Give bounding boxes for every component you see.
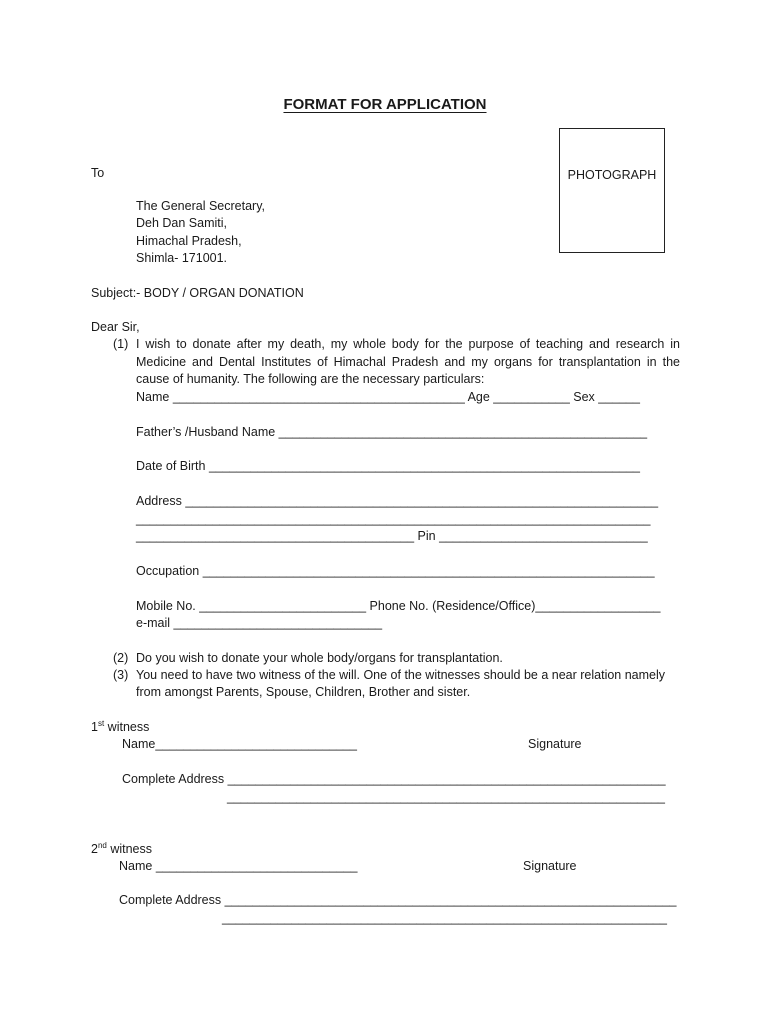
form-title bbox=[0, 96, 770, 114]
item-2-number: (2) bbox=[113, 651, 129, 665]
item-3-line: from amongst Parents, Spouse, Children, Brother and sister. bbox=[136, 685, 471, 699]
salutation: Dear Sir, bbox=[91, 320, 140, 334]
witness-1-name-field[interactable]: Name_____________________________ bbox=[122, 737, 357, 751]
name-age-sex-field[interactable]: Name __________________________________________ Age ___________ Sex ______ bbox=[136, 390, 640, 404]
address-field[interactable]: Address ____________________________________________________________________ bbox=[136, 494, 659, 508]
subject-line: Subject:- BODY / ORGAN DONATION bbox=[91, 286, 304, 300]
photograph-label: PHOTOGRAPH bbox=[567, 168, 657, 182]
addressee-line: Deh Dan Samiti, bbox=[136, 216, 228, 230]
witness-2-signature-label: Signature bbox=[523, 859, 577, 873]
mobile-phone-field[interactable]: Mobile No. ________________________ Phone No. (Residence/Office)__________________ bbox=[136, 599, 661, 613]
occupation-field[interactable]: Occupation _________________________________________________________________ bbox=[136, 564, 655, 578]
witness-1-address-field[interactable]: Complete Address _______________________________________________________________ bbox=[122, 772, 666, 786]
item-1-line: Medicine and Dental Institutes of Himachal Pradesh and my organs for transplantation in the bbox=[136, 355, 680, 369]
addressee-line: Himachal Pradesh, bbox=[136, 234, 242, 248]
item-3-line: You need to have two witness of the will. One of the witnesses should be a near relation namely bbox=[136, 668, 666, 682]
address-field[interactable]: __________________________________________________________________________ bbox=[136, 512, 651, 526]
witness-1-heading: 1st witness bbox=[91, 719, 150, 734]
witness-1-signature-label: Signature bbox=[528, 737, 582, 751]
photograph-box bbox=[559, 128, 665, 253]
witness-2-name-field[interactable]: Name _____________________________ bbox=[119, 859, 358, 873]
email-field[interactable]: e-mail ______________________________ bbox=[136, 616, 383, 630]
witness-1-address-field[interactable]: _______________________________________________________________ bbox=[227, 790, 665, 804]
item-2-text: Do you wish to donate your whole body/organs for transplantation. bbox=[136, 651, 503, 665]
address-pin-field[interactable]: ________________________________________ Pin ______________________________ bbox=[136, 529, 648, 543]
item-1-line: I wish to donate after my death, my whole body for the purpose of teaching and research in bbox=[136, 337, 680, 351]
witness-2-address-field[interactable]: ________________________________________________________________ bbox=[222, 911, 667, 925]
father-husband-name-field[interactable]: Father’s /Husband Name _____________________________________________________ bbox=[136, 425, 648, 439]
form-title-text: FORMAT FOR APPLICATION bbox=[283, 96, 487, 113]
addressee-line: The General Secretary, bbox=[136, 199, 265, 213]
to-label: To bbox=[91, 166, 105, 180]
witness-2-address-field[interactable]: Complete Address _________________________________________________________________ bbox=[119, 893, 677, 907]
item-3-number: (3) bbox=[113, 668, 129, 682]
addressee-line: Shimla- 171001. bbox=[136, 251, 228, 265]
witness-2-heading: 2nd witness bbox=[91, 841, 153, 856]
item-1-number: (1) bbox=[113, 337, 129, 351]
date-of-birth-field[interactable]: Date of Birth ______________________________________________________________ bbox=[136, 459, 640, 473]
item-1-line: cause of humanity. The following are the necessary particulars: bbox=[136, 372, 485, 386]
